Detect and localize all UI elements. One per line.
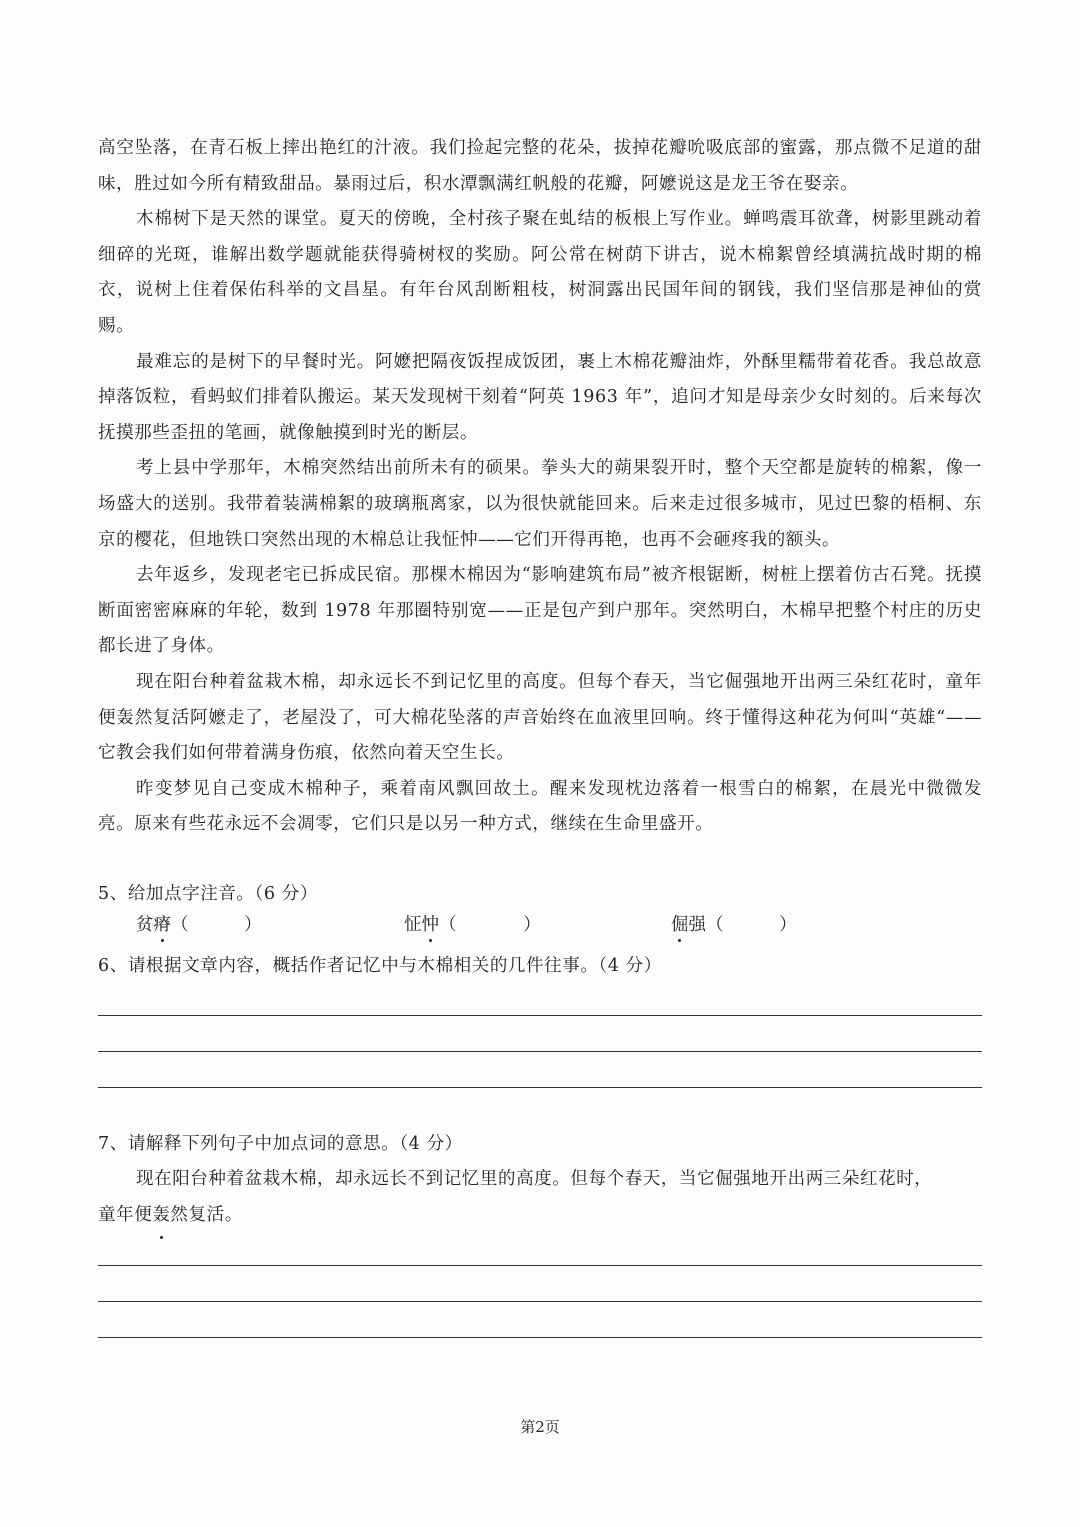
- answer-line[interactable]: [98, 1265, 982, 1266]
- passage-paragraph-6: 现在阳台种着盆栽木棉，却永远长不到记忆里的高度。但每个春天，当它倔强地开出两三朵红花时，童年便轰然复活阿嬷走了，老屋没了，可大棉花坠落的声音始终在血液里回响。终于懂得这种花为何叫“英雄“——它教会我们如何带着满身伤痕，依然向着天空生长。: [98, 671, 982, 764]
- answer-line[interactable]: [98, 1301, 982, 1302]
- question-5-title: 5、给加点字注音。（6 分）: [98, 884, 318, 904]
- pinyin-item: [136, 911, 262, 936]
- question-5-items: [98, 911, 982, 941]
- question-7-title: 7、请解释下列句子中加点词的意思。（4 分）: [98, 1134, 463, 1154]
- pinyin-answer-blank[interactable]: （ ）: [439, 915, 541, 935]
- q7-sentence-line-2: [98, 1198, 982, 1234]
- pinyin-answer-blank[interactable]: （ ）: [171, 915, 262, 935]
- dotted-character: 瘠: [154, 911, 172, 936]
- passage-paragraph-3: 最难忘的是树下的早餐时光。阿嬷把隔夜饭捏成饭团，裹上木棉花瓣油炸，外酥里糯带着花香。我总故意掉落饭粒，看蚂蚁们排着队搬运。某天发现树干刻着“阿英 1963 年”，追问才知是母亲少女时刻的。后来每次抚摸那些歪扭的笔画，就像触摸到时光的断层。: [98, 351, 982, 443]
- question-7-sentence: [98, 1162, 982, 1233]
- page-number: 第2页: [520, 1418, 560, 1436]
- answer-line[interactable]: [98, 1015, 982, 1016]
- answer-line[interactable]: [98, 1087, 982, 1088]
- q7-sentence-suffix: 然复活。: [170, 1204, 243, 1225]
- dotted-character: 倔: [671, 911, 689, 936]
- answer-line[interactable]: [98, 1051, 982, 1052]
- q7-sentence-prefix: 童年便: [98, 1204, 153, 1225]
- q7-sentence-line-1: 现在阳台种着盆栽木棉，却永远长不到记忆里的高度。但每个春天，当它倔强地开出两三朵红花时，: [136, 1169, 933, 1189]
- reading-passage: [98, 131, 982, 843]
- pinyin-item: [671, 911, 797, 936]
- pinyin-item-prefix: 贫: [136, 915, 154, 935]
- passage-paragraph-7: 昨变梦见自己变成木棉种子，乘着南风飘回故土。醒来发现枕边落着一根雪白的棉絮，在晨光中微微发亮。原来有些花永远不会凋零，它们只是以另一种方式，继续在生命里盛开。: [98, 778, 982, 835]
- pinyin-item-suffix: 强: [688, 915, 706, 935]
- answer-line[interactable]: [98, 1337, 982, 1338]
- question-6-title: 6、请根据文章内容，概括作者记忆中与木棉相关的几件往事。（4 分）: [98, 956, 662, 976]
- pinyin-answer-blank[interactable]: （ ）: [706, 915, 797, 935]
- dotted-character: 轰: [152, 1198, 170, 1234]
- pinyin-item: [404, 911, 541, 936]
- pinyin-item-prefix: 怔: [404, 915, 422, 935]
- passage-paragraph-1: 高空坠落，在青石板上摔出艳红的汁液。我们捡起完整的花朵，拔掉花瓣吮吸底部的蜜露，那点微不足道的甜味，胜过如今所有精致甜品。暴雨过后，积水潭飘满红帆般的花瓣，阿嬷说这是龙王爷在娶亲。: [98, 138, 982, 194]
- passage-paragraph-5: 去年返乡，发现老宅已拆成民宿。那棵木棉因为“影响建筑布局”被齐根锯断，树桩上摆着仿古石凳。抚摸断面密密麻麻的年轮，数到 1978 年那圈特别宽——正是包产到户那年。突然明白，木棉早把整个村庄的历史都长进了身体。: [98, 565, 982, 657]
- passage-paragraph-2: 木棉树下是天然的课堂。夏天的傍晚，全村孩子聚在虬结的板根上写作业。蝉鸣震耳欲聋，树影里跳动着细碎的光斑，谁解出数学题就能获得骑树杈的奖励。阿公常在树荫下讲古，说木棉絮曾经填满抗战时期的棉衣，说树上住着保佑科举的文昌星。有年台风刮断粗枝，树洞露出民国年间的钢钱，我们坚信那是神仙的赏赐。: [98, 209, 982, 336]
- dotted-character: 忡: [422, 911, 440, 936]
- passage-paragraph-4: 考上县中学那年，木棉突然结出前所未有的硕果。拳头大的蒴果裂开时，整个天空都是旋转的棉絮，像一场盛大的送别。我带着装满棉絮的玻璃瓶离家，以为很快就能回来。后来走过很多城市，见过巴黎的梧桐、东京的樱花，但地铁口突然出现的木棉总让我怔忡——它们开得再艳，也再不会砸疼我的额头。: [98, 458, 982, 550]
